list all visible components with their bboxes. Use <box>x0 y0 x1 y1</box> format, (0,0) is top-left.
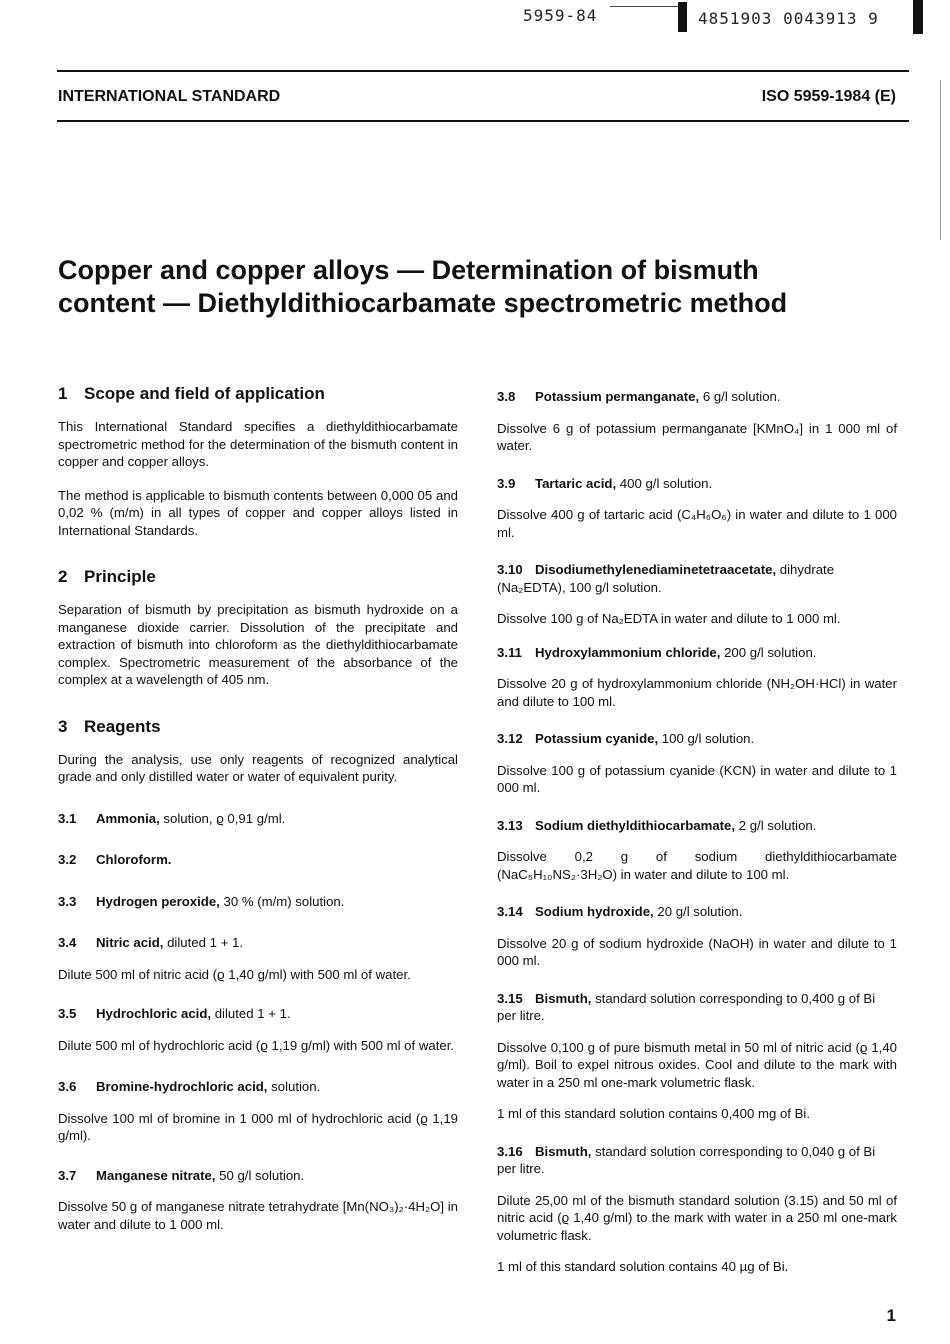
section-number: 2 <box>58 567 68 586</box>
scope-paragraph-2: The method is applicable to bismuth contents between 0,000 05 and 0,02 % (m/m) in all types of copper and copper alloys listed in International Standards. <box>58 487 458 538</box>
section-3-heading <box>58 717 458 737</box>
stamp-number-left: 5959-84 <box>523 6 598 25</box>
reagent-3-16: 3.16 Bismuth, standard solution corresponding to 0,040 g of Bi per litre. <box>497 1143 876 1176</box>
reagent-3-6-text: Dissolve 100 ml of bromine in 1 000 ml of hydrochloric acid (ϱ 1,19 g/ml). <box>58 1110 458 1143</box>
reagent-3-13: 3.13 Sodium diethyldithiocarbamate, 2 g/l solution. <box>497 817 817 833</box>
reagent-3-2: 3.2 Chloroform. <box>58 852 172 867</box>
right-column <box>497 384 897 1276</box>
title-line-2: content — Diethyldithiocarbamate spectrometric method <box>58 288 788 318</box>
reagent-3-8: 3.8 Potassium permanganate, 6 g/l solution. <box>497 389 781 404</box>
reagent-3-7: 3.7 Manganese nitrate, 50 g/l solution. <box>58 1167 305 1183</box>
stamp-number-right: 4851903 0043913 9 <box>698 9 879 28</box>
reagent-3-5: 3.5 Hydrochloric acid, diluted 1 + 1. <box>58 1006 291 1021</box>
section-number: 1 <box>58 384 68 403</box>
reagent-3-3: 3.3 Hydrogen peroxide, 30 % (m/m) solution. <box>58 893 345 909</box>
reagent-3-10: 3.10 Disodiumethylenediaminetetraacetate, dihydrate (Na₂EDTA), 100 g/l solution. <box>497 562 835 595</box>
left-column <box>58 384 458 1233</box>
scope-paragraph-1: This International Standard specifies a diethyldithiocarbamate spectrometric method for the determination of the bismuth content in copper and copper alloys. <box>58 419 458 469</box>
principle-paragraph: Separation of bismuth by precipitation as bismuth hydroxide on a manganese dioxide carrier. Dissolution of the precipitate and extraction of bismuth into chloroform as the diethyldithiocarbamate complex. Spectrometric measurement of the absorbance of the complex at a wavelength of 405 nm. <box>58 602 458 687</box>
reagent-3-15-note: 1 ml of this standard solution contains 0,400 mg of Bi. <box>497 1106 811 1121</box>
stamp-underline <box>610 6 680 7</box>
reagent-3-8-text: Dissolve 6 g of potassium permanganate [KMnO₄] in 1 000 ml of water. <box>497 420 897 453</box>
reagent-3-7-text: Dissolve 50 g of manganese nitrate tetrahydrate [Mn(NO₃)₂·4H₂O] in water and dilute to 1 000 ml. <box>58 1199 458 1232</box>
page-edge-line <box>940 80 941 240</box>
section-title: Scope and field of application <box>84 384 325 403</box>
header-rule-top <box>57 70 909 72</box>
reagent-3-12: 3.12 Potassium cyanide, 100 g/l solution. <box>497 731 755 746</box>
reagent-3-9: 3.9 Tartaric acid, 400 g/l solution. <box>497 475 713 491</box>
reagent-3-9-text: Dissolve 400 g of tartaric acid (C₄H₆O₆) in water and dilute to 1 000 ml. <box>497 507 897 540</box>
reagent-3-11: 3.11 Hydroxylammonium chloride, 200 g/l solution. <box>497 644 817 660</box>
reagent-3-14-text: Dissolve 20 g of sodium hydroxide (NaOH) in water and dilute to 1 000 ml. <box>497 935 897 968</box>
section-1-heading <box>58 384 458 404</box>
section-title: Principle <box>84 567 156 586</box>
section-title: Reagents <box>84 716 161 736</box>
section-2-heading <box>58 567 458 587</box>
reagent-3-5-text: Dilute 500 ml of hydrochloric acid (ϱ 1,19 g/ml) with 500 ml of water. <box>58 1037 455 1053</box>
header-standard-type: INTERNATIONAL STANDARD <box>58 88 281 105</box>
reagent-3-15-text: Dissolve 0,100 g of pure bismuth metal in 50 ml of nitric acid (ϱ 1,40 g/ml). Boil to expel nitrous oxides. Cool and dilute to the mark with water in a 250 ml one-mark volumetric flask. <box>497 1039 897 1090</box>
reagent-3-11-text: Dissolve 20 g of hydroxylammonium chloride (NH₂OH·HCl) in water and dilute to 100 ml. <box>497 676 897 709</box>
page-number: 1 <box>886 1306 896 1325</box>
document-title <box>58 254 918 320</box>
stamp-bar-mark <box>678 2 687 32</box>
reagent-3-4: 3.4 Nitric acid, diluted 1 + 1. <box>58 935 243 950</box>
reagent-3-12-text: Dissolve 100 g of potassium cyanide (KCN) in water and dilute to 1 000 ml. <box>497 762 897 795</box>
reagent-3-15: 3.15 Bismuth, standard solution corresponding to 0,400 g of Bi per litre. <box>497 990 876 1023</box>
section-number: 3 <box>58 716 68 736</box>
reagent-3-6: 3.6 Bromine-hydrochloric acid, solution. <box>58 1079 321 1094</box>
reagent-3-13-text: Dissolve 0,2 g of sodium diethyldithiocarbamate (NaC₅H₁₀NS₂·3H₂O) in water and dilute to 100 ml. <box>497 849 897 882</box>
title-line-1: Copper and copper alloys — Determination of bismuth <box>58 255 759 285</box>
header-standard-number: ISO 5959-1984 (E) <box>761 88 896 105</box>
reagent-3-1: 3.1 Ammonia, solution, ϱ 0,91 g/ml. <box>58 810 286 826</box>
reagent-3-14: 3.14 Sodium hydroxide, 20 g/l solution. <box>497 904 743 919</box>
edge-bar-mark <box>913 0 923 34</box>
reagents-intro-paragraph: During the analysis, use only reagents of recognized analytical grade and only distilled water or water of equivalent purity. <box>58 751 458 784</box>
reagent-3-16-text: Dilute 25,00 ml of the bismuth standard solution (3.15) and 50 ml of nitric acid (ϱ 1,40 g/ml) to the mark with water in a 250 ml one-mark volumetric flask. <box>497 1192 897 1243</box>
reagent-3-4-text: Dilute 500 ml of nitric acid (ϱ 1,40 g/ml) with 500 ml of water. <box>58 966 411 982</box>
header-rule-bottom <box>57 120 909 122</box>
reagent-3-10-text: Dissolve 100 g of Na₂EDTA in water and dilute to 1 000 ml. <box>497 611 841 626</box>
reagent-3-16-note: 1 ml of this standard solution contains 40 µg of Bi. <box>497 1259 789 1274</box>
